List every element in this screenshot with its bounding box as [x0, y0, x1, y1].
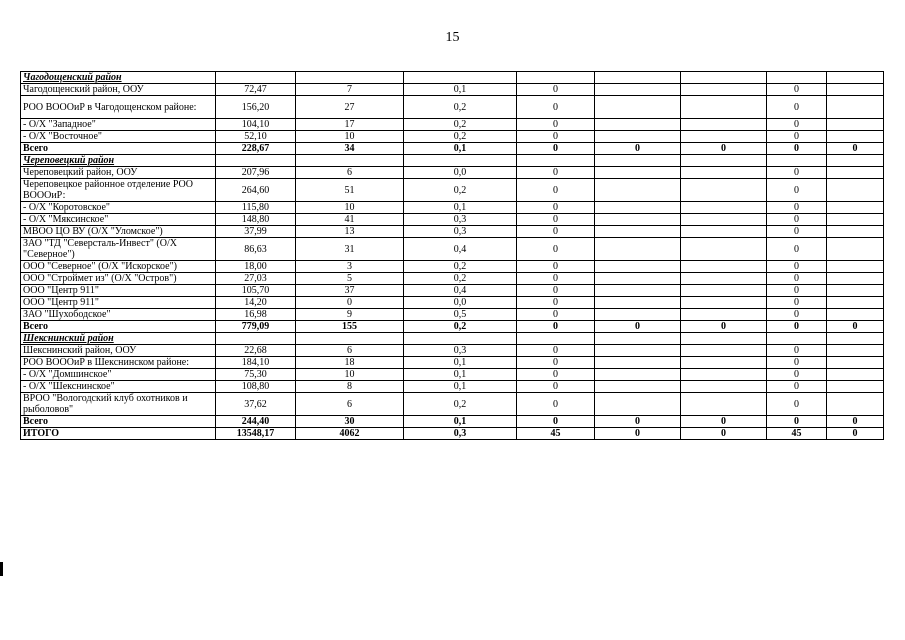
value-cell: 0,1 [404, 84, 517, 96]
value-cell [517, 72, 595, 84]
value-cell: 0 [767, 261, 827, 273]
value-cell: 0 [517, 96, 595, 119]
value-cell: 148,80 [216, 214, 296, 226]
table-row [21, 345, 884, 357]
value-cell [681, 96, 767, 119]
organization-name-cell: - О/Х "Домшинское" [21, 369, 216, 381]
value-cell: 37,99 [216, 226, 296, 238]
value-cell [595, 297, 681, 309]
value-cell: 0 [681, 321, 767, 333]
value-cell: 184,10 [216, 357, 296, 369]
organization-name-cell: РОО ВОООиР в Шекснинском районе: [21, 357, 216, 369]
table-row [21, 179, 884, 202]
value-cell: 0 [767, 214, 827, 226]
value-cell: 10 [296, 369, 404, 381]
value-cell [595, 273, 681, 285]
value-cell: 0 [827, 143, 884, 155]
value-cell: 16,98 [216, 309, 296, 321]
table-row [21, 261, 884, 273]
value-cell [595, 238, 681, 261]
value-cell: 0 [517, 321, 595, 333]
value-cell: 0,2 [404, 261, 517, 273]
value-cell [681, 393, 767, 416]
value-cell: 72,47 [216, 84, 296, 96]
organization-name-cell: - О/Х "Коротовское" [21, 202, 216, 214]
value-cell [216, 333, 296, 345]
value-cell [595, 357, 681, 369]
value-cell: 8 [296, 381, 404, 393]
organization-name-cell: ИТОГО [21, 428, 216, 440]
total-row [21, 428, 884, 440]
value-cell [517, 333, 595, 345]
value-cell: 0 [517, 393, 595, 416]
value-cell: 0 [681, 416, 767, 428]
organization-name-cell: МВОО ЦО ВУ (О/Х "Уломское") [21, 226, 216, 238]
value-cell: 6 [296, 393, 404, 416]
value-cell [681, 273, 767, 285]
value-cell [681, 333, 767, 345]
value-cell: 10 [296, 202, 404, 214]
value-cell: 0 [767, 321, 827, 333]
value-cell [595, 155, 681, 167]
value-cell [595, 214, 681, 226]
total-row [21, 143, 884, 155]
value-cell [681, 261, 767, 273]
organization-name-cell: Чагодощенский район, ООУ [21, 84, 216, 96]
value-cell [404, 72, 517, 84]
value-cell: 0 [767, 297, 827, 309]
value-cell: 0 [767, 238, 827, 261]
value-cell: 0 [517, 143, 595, 155]
value-cell [296, 333, 404, 345]
value-cell [827, 72, 884, 84]
value-cell [595, 393, 681, 416]
table-row [21, 297, 884, 309]
value-cell: 0 [767, 393, 827, 416]
value-cell [681, 226, 767, 238]
value-cell: 0 [517, 261, 595, 273]
value-cell: 0 [767, 84, 827, 96]
value-cell: 0,2 [404, 273, 517, 285]
table-row [21, 131, 884, 143]
value-cell: 0 [681, 428, 767, 440]
value-cell: 0 [517, 285, 595, 297]
value-cell: 27 [296, 96, 404, 119]
value-cell [827, 393, 884, 416]
value-cell: 0,1 [404, 369, 517, 381]
table-row [21, 202, 884, 214]
value-cell: 0,2 [404, 119, 517, 131]
value-cell: 0 [767, 119, 827, 131]
value-cell [681, 119, 767, 131]
organization-name-cell: ЗАО "ТД "Северсталь-Инвест" (О/Х "Северное") [21, 238, 216, 261]
value-cell: 0 [517, 214, 595, 226]
value-cell [827, 84, 884, 96]
value-cell: 104,10 [216, 119, 296, 131]
value-cell: 0,4 [404, 238, 517, 261]
hunting-grounds-table [20, 71, 884, 440]
value-cell: 207,96 [216, 167, 296, 179]
value-cell: 13548,17 [216, 428, 296, 440]
total-row [21, 321, 884, 333]
table-row [21, 238, 884, 261]
value-cell: 0,4 [404, 285, 517, 297]
value-cell [681, 369, 767, 381]
value-cell: 0 [517, 309, 595, 321]
table-row [21, 285, 884, 297]
value-cell: 37 [296, 285, 404, 297]
total-row [21, 416, 884, 428]
value-cell [681, 297, 767, 309]
value-cell: 0 [827, 416, 884, 428]
value-cell [827, 179, 884, 202]
value-cell [767, 72, 827, 84]
value-cell: 0,3 [404, 428, 517, 440]
value-cell [681, 345, 767, 357]
value-cell [595, 309, 681, 321]
value-cell: 0 [767, 143, 827, 155]
value-cell: 13 [296, 226, 404, 238]
value-cell: 0 [767, 357, 827, 369]
organization-name-cell: РОО ВОООиР в Чагодощенском районе: [21, 96, 216, 119]
organization-name-cell: - О/Х "Шекснинское" [21, 381, 216, 393]
value-cell: 0 [767, 369, 827, 381]
value-cell [827, 345, 884, 357]
value-cell: 0 [827, 321, 884, 333]
value-cell: 45 [517, 428, 595, 440]
value-cell [767, 155, 827, 167]
value-cell: 0 [517, 226, 595, 238]
value-cell: 115,80 [216, 202, 296, 214]
value-cell [827, 309, 884, 321]
value-cell [595, 84, 681, 96]
value-cell: 0,2 [404, 179, 517, 202]
value-cell: 0 [767, 167, 827, 179]
value-cell [827, 357, 884, 369]
value-cell: 18 [296, 357, 404, 369]
value-cell [827, 381, 884, 393]
organization-name-cell: Всего [21, 416, 216, 428]
table-row [21, 273, 884, 285]
value-cell [827, 155, 884, 167]
value-cell [827, 214, 884, 226]
value-cell: 0,3 [404, 345, 517, 357]
value-cell: 0 [595, 143, 681, 155]
value-cell [681, 357, 767, 369]
value-cell: 4062 [296, 428, 404, 440]
organization-name-cell: - О/Х "Западное" [21, 119, 216, 131]
value-cell [595, 369, 681, 381]
value-cell [296, 72, 404, 84]
value-cell [595, 261, 681, 273]
table-row [21, 214, 884, 226]
section-header-row [21, 72, 884, 84]
value-cell [595, 202, 681, 214]
value-cell: 0 [517, 84, 595, 96]
table-row [21, 309, 884, 321]
value-cell: 0,1 [404, 416, 517, 428]
value-cell: 0 [767, 381, 827, 393]
value-cell: 7 [296, 84, 404, 96]
value-cell: 0,2 [404, 131, 517, 143]
value-cell [681, 155, 767, 167]
value-cell: 41 [296, 214, 404, 226]
value-cell: 0 [517, 167, 595, 179]
value-cell: 18,00 [216, 261, 296, 273]
value-cell: 0 [767, 179, 827, 202]
value-cell: 0 [517, 119, 595, 131]
organization-name-cell: - О/Х "Мяксинское" [21, 214, 216, 226]
organization-name-cell: Чагодощенский район [21, 72, 216, 84]
organization-name-cell: ВРОО "Вологодский клуб охотников и рыболовов" [21, 393, 216, 416]
organization-name-cell: Череповецкое районное отделение РОО ВОООиР: [21, 179, 216, 202]
value-cell [681, 84, 767, 96]
value-cell: 0,1 [404, 357, 517, 369]
value-cell [827, 238, 884, 261]
table-row [21, 369, 884, 381]
value-cell: 3 [296, 261, 404, 273]
value-cell: 30 [296, 416, 404, 428]
value-cell: 0 [517, 416, 595, 428]
value-cell: 0 [767, 345, 827, 357]
value-cell: 0 [296, 297, 404, 309]
value-cell: 0,3 [404, 214, 517, 226]
value-cell: 0 [767, 273, 827, 285]
table-row [21, 167, 884, 179]
organization-name-cell: ООО "Северное" (О/Х "Искорское") [21, 261, 216, 273]
value-cell [827, 285, 884, 297]
value-cell: 37,62 [216, 393, 296, 416]
value-cell [595, 381, 681, 393]
value-cell [595, 72, 681, 84]
value-cell [681, 131, 767, 143]
value-cell [827, 226, 884, 238]
value-cell: 14,20 [216, 297, 296, 309]
value-cell: 0 [517, 381, 595, 393]
value-cell: 0 [517, 179, 595, 202]
value-cell [827, 297, 884, 309]
organization-name-cell: ООО "Центр 911" [21, 285, 216, 297]
value-cell: 0 [517, 357, 595, 369]
value-cell: 0 [767, 131, 827, 143]
value-cell [404, 333, 517, 345]
organization-name-cell: ЗАО "Шухободское" [21, 309, 216, 321]
value-cell: 0,1 [404, 143, 517, 155]
value-cell: 228,67 [216, 143, 296, 155]
value-cell: 108,80 [216, 381, 296, 393]
value-cell: 0 [595, 321, 681, 333]
value-cell [404, 155, 517, 167]
organization-name-cell: ООО "Центр 911" [21, 297, 216, 309]
value-cell: 0,3 [404, 226, 517, 238]
table-row [21, 119, 884, 131]
value-cell: 0 [517, 202, 595, 214]
table-row [21, 381, 884, 393]
value-cell: 0,2 [404, 321, 517, 333]
value-cell: 27,03 [216, 273, 296, 285]
value-cell [681, 309, 767, 321]
value-cell: 244,40 [216, 416, 296, 428]
value-cell: 0,1 [404, 381, 517, 393]
value-cell [827, 131, 884, 143]
value-cell: 0 [767, 226, 827, 238]
organization-name-cell: Шекснинский район, ООУ [21, 345, 216, 357]
value-cell: 0 [767, 309, 827, 321]
value-cell: 0 [517, 131, 595, 143]
value-cell [827, 369, 884, 381]
value-cell [827, 167, 884, 179]
value-cell [681, 381, 767, 393]
page-number: 15 [445, 30, 460, 45]
value-cell: 0,1 [404, 202, 517, 214]
value-cell [681, 202, 767, 214]
value-cell [827, 96, 884, 119]
value-cell: 6 [296, 345, 404, 357]
value-cell [827, 119, 884, 131]
organization-name-cell: ООО "Строймет из" (О/Х "Остров") [21, 273, 216, 285]
value-cell [517, 155, 595, 167]
value-cell [595, 119, 681, 131]
value-cell [827, 261, 884, 273]
value-cell [595, 285, 681, 297]
value-cell: 0,0 [404, 167, 517, 179]
value-cell [681, 285, 767, 297]
value-cell [681, 179, 767, 202]
value-cell: 0 [595, 416, 681, 428]
value-cell: 0 [827, 428, 884, 440]
value-cell [767, 333, 827, 345]
value-cell: 0,0 [404, 297, 517, 309]
organization-name-cell: Череповецкий район [21, 155, 216, 167]
value-cell: 10 [296, 131, 404, 143]
value-cell [216, 72, 296, 84]
section-header-row [21, 333, 884, 345]
value-cell: 0 [517, 297, 595, 309]
table-row [21, 226, 884, 238]
value-cell [681, 72, 767, 84]
organization-name-cell: Всего [21, 143, 216, 155]
organization-name-cell: - О/Х "Восточное" [21, 131, 216, 143]
value-cell: 105,70 [216, 285, 296, 297]
value-cell: 86,63 [216, 238, 296, 261]
value-cell: 0 [517, 238, 595, 261]
value-cell: 17 [296, 119, 404, 131]
value-cell: 0 [517, 273, 595, 285]
table-row [21, 84, 884, 96]
value-cell: 0 [767, 285, 827, 297]
value-cell [681, 167, 767, 179]
table-row [21, 96, 884, 119]
value-cell: 0,2 [404, 393, 517, 416]
value-cell: 0 [767, 202, 827, 214]
value-cell [595, 226, 681, 238]
value-cell: 6 [296, 167, 404, 179]
value-cell: 34 [296, 143, 404, 155]
value-cell [595, 333, 681, 345]
value-cell [216, 155, 296, 167]
organization-name-cell: Всего [21, 321, 216, 333]
value-cell: 45 [767, 428, 827, 440]
value-cell: 779,09 [216, 321, 296, 333]
value-cell: 0 [767, 416, 827, 428]
value-cell: 0 [595, 428, 681, 440]
value-cell [296, 155, 404, 167]
value-cell: 52,10 [216, 131, 296, 143]
value-cell [595, 167, 681, 179]
organization-name-cell: Череповецкий район, ООУ [21, 167, 216, 179]
value-cell: 31 [296, 238, 404, 261]
value-cell: 0 [681, 143, 767, 155]
value-cell [827, 333, 884, 345]
value-cell [681, 238, 767, 261]
section-header-row [21, 155, 884, 167]
value-cell: 75,30 [216, 369, 296, 381]
value-cell: 9 [296, 309, 404, 321]
value-cell: 51 [296, 179, 404, 202]
value-cell [595, 96, 681, 119]
table-row [21, 393, 884, 416]
organization-name-cell: Шекснинский район [21, 333, 216, 345]
value-cell: 0 [517, 369, 595, 381]
value-cell: 155 [296, 321, 404, 333]
value-cell [827, 273, 884, 285]
scan-edge-mark [0, 562, 3, 576]
value-cell [681, 214, 767, 226]
value-cell: 0,2 [404, 96, 517, 119]
value-cell: 0 [767, 96, 827, 119]
value-cell [827, 202, 884, 214]
value-cell: 0 [517, 345, 595, 357]
value-cell: 264,60 [216, 179, 296, 202]
value-cell: 0,5 [404, 309, 517, 321]
value-cell [595, 131, 681, 143]
value-cell [595, 179, 681, 202]
value-cell [595, 345, 681, 357]
value-cell: 156,20 [216, 96, 296, 119]
value-cell: 22,68 [216, 345, 296, 357]
table-row [21, 357, 884, 369]
value-cell: 5 [296, 273, 404, 285]
